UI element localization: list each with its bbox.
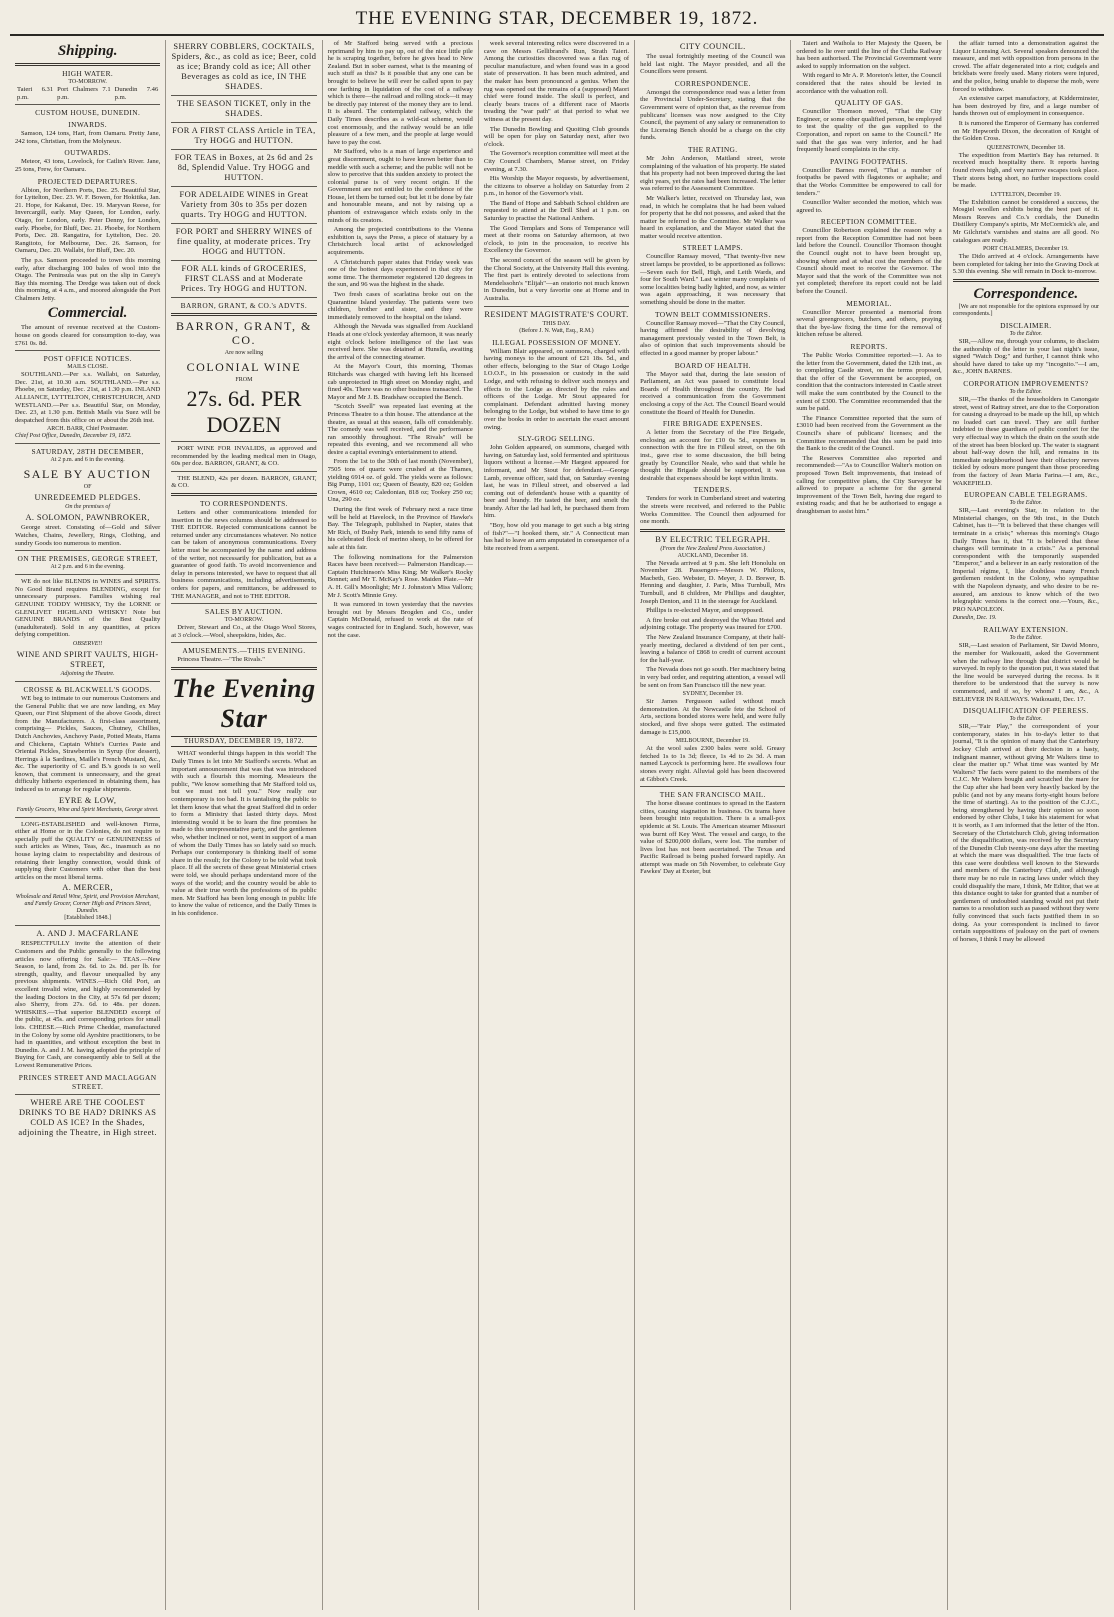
divider — [15, 63, 160, 66]
council-text: Councillor Robertson explained the reason why a report from the Reception Committee had not been laid before the Council. Councillor Thomson thought the Council ought not to have been brought up, showing where and at what cost the members of the Council should meet to receive the Governor. The Mayor said that the work of the Committee was not yet completed; therefore its report could not be laid before the Council. — [796, 227, 942, 296]
outwards-heading: OUTWARDS. — [64, 148, 111, 158]
article-paragraph: It was rumored in town yesterday that the navvies brought out by Messrs Brogden and Co., under Captain McDonald, refused to work at the rate of wages contracted for in England. Such, however, was not the case. — [327, 601, 473, 639]
divider — [171, 297, 316, 298]
correspondence-note: [We are not responsible for the opinions expressed by our correspondents.] — [952, 304, 1099, 318]
article-paragraph: Mr Stafford, who is a man of large experience and great discernment, ought to have known better than to meddle with such a scheme; and the public will not be slow to perceive that this sudden anxiety to protect the colonial purse is of very recent origin. If the Government are not entitled to the confidence of the House, let them be turned out; but let it be done by fair and honourable means, and not by raising up a phantom of extravagance which exists only in the minds of its creators. — [327, 148, 473, 224]
postmaster: ARCH. BARR, Chief Postmaster. — [46, 426, 129, 433]
dateline-port-chalmers: PORT CHALMERS, December 19. — [982, 246, 1069, 253]
divider — [640, 786, 785, 787]
divider — [171, 223, 316, 224]
letter-date: Dunedin, Dec. 19. — [952, 615, 997, 622]
article-paragraph: At the Mayor's Court, this morning, Thomas Ritchards was charged with having left his licensed cab unprotected in High street on Monday night, and fined 40s. There was no other business transacted. The Mayor and Mr J. B. Bradshaw occupied the Bench. — [327, 363, 473, 401]
sherry-ad: SHERRY COBBLERS, COCKTAILS, Spiders, &c., as cold as ice; Beer, cold as ice; Brandy cold as ice; All other Beverages as cold as ice, IN THE SHADES. — [171, 42, 317, 91]
article-paragraph: Two fresh cases of scarlatina broke out on the Quarantine Island yesterday. The patients were two children, brother and sister, and they were immediately removed to the hospital on the island. — [327, 291, 473, 321]
article-paragraph: Among the projected contributions to the Vienna exhibition is, says the Press, a piece of statuary by a Christchurch local artist of acknowledged acquirements. — [327, 226, 473, 257]
column-6 — [791, 40, 947, 1610]
sf-mail-text: The horse disease continues to spread in the Eastern cities, causing stagnation in business. Ox teams have been brought into requisition. There is a small-pox epidemic at St. Louis. The American steamer Missouri was burnt off Key West. The vessel and cargo, to the value of $200,000 dollars, were lost. The number of lives lost has not been ascertained. The Texas and Pacific Railroad is being pushed forward rapidly. An attempt was made on 5th November, to celebrate Guy Fawkes' Day at Exeter, but — [640, 800, 786, 876]
sales-tomorrow: TO-MORROW. — [224, 617, 264, 624]
eyre-sub: Family Grocers, Wine and Spirit Merchants, George street. — [16, 806, 159, 813]
article-paragraph: The Dunedin Bowling and Quoiting Club grounds will be open for play on Saturday next, after two o'clock. — [483, 125, 630, 148]
sales-heading: SALES BY AUCTION. — [205, 607, 283, 617]
council-text: A letter from the Secretary of the Fire Brigade, enclosing an account for £10 0s 5d., expenses in connection with the fire in Filleul street, on the 6th inst., gave rise to some discussion, the bill being greatly by Councillor Neale, who said that while he thought the Brigade should be supported, it was desirable that expenses should be kept within limits. — [640, 429, 786, 482]
council-subheading: CORRESPONDENCE. — [674, 78, 751, 88]
council-subheading: RECEPTION COMMITTEE. — [820, 217, 918, 227]
telegraph-text: Phillips is re-elected Mayor, and unopposed. — [646, 607, 764, 615]
divider — [15, 443, 160, 444]
telegraph-text: At the wool sales 2300 bales were sold. Greasy fetched 1s to 1s 3d; fleece, 1s 4d to 2s 3d. A man named Laycock is performing here. He swallows four stones every night. Alluvial gold has been discovered at Gibbot's Creek. — [640, 745, 786, 783]
article-paragraph: week several interesting relics were discovered in a cave on Messrs Gellibrand's Run, Strath Taieri. Among the curiosities discovered was a flax rug of peculiar manufacture, and when found was in a good state of preservation. It has been much admired, and the maker has been pronounced a genius. When the rug was opened out the remains of a (supposed) Maori chief were found inside. The skull is perfect, and clearly bears traces of a different race of Maoris treading the "war path" at that period to what we witness at the present day. — [483, 40, 630, 123]
council-text: The Finance Committee reported that the sum of £3010 had been received from the Government as the Council's share of publicans' licenses; and the Committee recommended that this sum be paid into the Bank to the credit of the Council. — [796, 414, 942, 453]
council-subheading: TENDERS. — [693, 485, 732, 495]
council-text: The Public Works Committee reported:—1. As to the letter from the Government, dated the 12th inst., as to completing Castle street, on the terms proposed, that the offer of the Government be accepted, on condition that the contractors interested in Castle street will make the sum contributed by the Council to the extent of £300. The Committee recommended that the sum be paid. — [796, 352, 942, 413]
projected-heading: PROJECTED DEPARTURES. — [37, 176, 138, 186]
divider — [15, 550, 160, 551]
pawnbroker-name: A. SOLOMON, PAWNBROKER, — [25, 513, 150, 523]
column-4 — [479, 40, 635, 1610]
dateline-melbourne: MELBOURNE, December 19. — [675, 738, 750, 745]
council-text: Mr John Anderson, Maitland street, wrote complaining of the valuation of his property. He stated that his property had not been improved during the last eight years, yet the rates had been increased. The letter was referred to the Assessment Committee. — [640, 154, 786, 193]
telegraph-text: The New Zealand Insurance Company, at their half-yearly meeting, declared a dividend of ten per cent., leaving a balance of £868 to credit of current account for the half-year. — [640, 634, 786, 664]
article-paragraph: Although the Nevada was signalled from Auckland Heads at one o'clock yesterday afternoon, it was nearly eight o'clock before intelligence of the last was received here. She was detained at Hunsila, awaiting the arrival of the connecting steamer. — [327, 323, 473, 361]
divider — [15, 925, 160, 926]
letter-text: SIR,—"Fair Play," the correspondent of your contemporary, states in his to-day's letter to that journal, "It is the opinion of many that the Canterbury Jockey Club arrived at their decision in a hasty, indignant manner, without giving Mr Walters time to clear the matter up." What time was wanted by Mr Walters? The facts were patent to the members of the C.J.C. Mr Walters bought and scratched the mare for the Cup after she had been very heavily backed by the public (and not by any means forty-eight hours before the time of starting). As to the position of the C.J.C., being strengthened by having their opinion so soon endorsed by other Clubs, I take his statement for what it is worth, as I am informed that the letter of the Hon. Secretary of the Christchurch Club, giving information of the disqualification, was received by the Secretary of the Dunedin Club twenty-one days after the meeting at which the mare was disqualified. The true facts of this case were doubtless well known to the Stewards and members of the Canterbury Club, and although there may be no rule in racing laws under which they could disqualify the mare, I think, Mr Editor, that we at this distance ought to take for granted that a number of gentlemen of undoubted standing would not put their names to a resolution such as passed without they were fully convinced that such facts justified them in so doing. As your correspondent is inclined to favor certain suppositions of jealousy on the part of owners of horses, I think I may be allowed — [952, 723, 1099, 943]
dateline-queenstown: QUEENSTOWN, December 18. — [986, 144, 1065, 151]
evening-star-title: The Evening Star — [172, 673, 316, 733]
adelaide-wines-ad: FOR ADELAIDE WINES in Great Variety from 30s to 35s per dozen quarts. Try HOGG and HUTTON. — [179, 190, 309, 219]
columns — [10, 40, 1104, 1610]
court-case-heading: ILLEGAL POSSESSION OF MONEY. — [492, 337, 621, 347]
court-title: RESIDENT MAGISTRATE'S COURT. — [484, 309, 629, 319]
column-1 — [10, 40, 166, 1610]
article-paragraph: The Governor's reception committee will meet at the City Council Chambers, Manse street, on Friday evening, at 7.30. — [483, 150, 630, 173]
dateline-auckland: AUCKLAND, December 18. — [677, 552, 748, 559]
season-ticket-ad: THE SEASON TICKET, only in the SHADES. — [176, 99, 311, 118]
dateline-sydney: SYDNEY, December 19. — [682, 691, 743, 698]
telegraph-text: A fire broke out and destroyed the Whau Hotel and adjoining cottage. The property was insured for £700. — [640, 616, 786, 632]
letter-heading: DISQUALIFICATION OF PEERESS. — [963, 706, 1089, 716]
to-editor: To the Editor. — [1009, 635, 1042, 642]
barron-title: BARRON, GRANT, & CO. — [176, 319, 312, 347]
council-text: With regard to Mr A. P. Moreton's letter, the Council considered that the rates should be levied in accordance with the valuation roll. — [796, 72, 942, 95]
divider — [15, 104, 160, 105]
divider — [15, 1094, 160, 1095]
council-text: Councillor Ramsay moved—"That the City Council, having affirmed the desirability of devolving management previously vested in the Town Belt, is also of opinion that such improvements should be effected in a good manner by proper labour." — [640, 319, 786, 357]
tea-boxes-ad: FOR TEAS in Boxes, at 2s 6d and 2s 8d, Splendid Value. Try HOGG and HUTTON. — [174, 153, 314, 182]
divider — [171, 122, 316, 123]
tide-table — [15, 86, 160, 101]
wine-price: 27s. 6d. PER DOZEN — [186, 386, 302, 437]
divider — [15, 350, 160, 351]
divider — [640, 529, 785, 532]
divider — [171, 260, 316, 261]
coolest-drinks: WHERE ARE THE COOLEST DRINKS TO BE HAD? DRINKS AS COLD AS ICE? In the Shades, adjoining the Theatre, in High street. — [18, 1097, 157, 1137]
column-5 — [635, 40, 791, 1610]
blends-text: WE do not like BLENDS in WINES and SPIRITS. No Good Brand requires BLENDING, except for unnecessary purposes. Families wishing real GENUINE TODDY WHISKY, Try the LORNE or GLENLIVET HIGHLAND WHISKY! Note but GENUINE BRANDS of the Best Quality (unadulterated). Sold in any quantities, at prices defying competition. — [15, 578, 161, 639]
adjoining-label: Adjoining the Theatre. — [60, 670, 115, 677]
masthead: THE EVENING STAR, DECEMBER 19, 1872. — [10, 6, 1104, 36]
divider — [171, 471, 316, 472]
shipping-note: The p.s. Samson proceeded to town this morning early, after discharging 100 bales of wool into the Otago. The Peninsula was put on the slip in Carey's Bay this morning. The Dredge was taken out of dock this morning, at 4 a.m., and moored alongside the Port Chalmers Jetty. — [15, 256, 161, 302]
shipping-title: Shipping. — [57, 43, 118, 59]
council-text: Taieri and Waihola to Her Majesty the Queen, be ordered to lie over until the line of the Clutha Railway has been authorised. The Provincial Government were asked to supply information on the subject. — [796, 40, 942, 70]
inwards-heading: INWARDS. — [68, 120, 107, 130]
divider — [953, 279, 1099, 282]
telegraph-text: The Nevada does not go south. Her machinery being in very bad order, and requiring attention, a vessel will be sent on from San Francisco till the new year. — [640, 666, 786, 689]
wine-vaults: WINE AND SPIRIT VAULTS, HIGH-STREET, — [16, 649, 159, 669]
star-dateline: THURSDAY, DECEMBER 19, 1872. — [171, 736, 316, 748]
mails-text: SOUTHLAND.—Per s.s. Wallabi, on Saturday, Dec. 21st, at 10.30 a.m. SOUTHLAND.—Per s.s. Phoebe, on Saturday, Dec. 21st, at 1.30 p.m. INLAND ALLIANCE, LYTTELTON, CHRISTCHURCH, AND WESTLAND.—Per s.s. Beautiful Star, on Monday, Dec. 23, at 1.30 p.m. British Mails via Suez will be despatched from this office on or about the 26th inst. — [15, 371, 161, 424]
letter-heading: DISCLAIMER. — [1000, 321, 1052, 331]
council-subheading: TOWN BELT COMMISSIONERS. — [654, 309, 771, 319]
article-paragraph: The Good Templars and Sons of Temperance will meet at their rooms on Saturday afternoon, at two o'clock, to join in the procession, to receive his Excellency the Governor. — [483, 224, 630, 255]
article-paragraph: "Scotch Swell" was repeated last evening at the Princess Theatre to a thin house. The attendance at the theatre, as usual at this season, falls off considerably. The comedy was well received, and the performance ran smoothly throughout. "The Rivals" will be repeated this evening, and we recommend all who desire a capital evening's entertainment to attend. — [327, 403, 473, 456]
article-paragraph: From the 1st to the 30th of last month (November), 7505 tons of quartz were crushed at the Thames, yielding 6914 oz. of gold. The yields were as follows: Big Pump, 1101 oz; Queen of Beauty, 820 oz; Golden Crown, 4610 oz; Caledonian, 818 oz; Tookey 250 oz; Una, 290 oz. — [327, 458, 473, 504]
divider — [171, 493, 316, 496]
council-text: The Reserves Committee also reported and recommended:—"As to Councillor Walter's motion on proposed Town Belt improvements, that instead of calling for competitive plans, the City Surveyor be allowed to prepare a scheme for the general improvement of the Town Belt, having due regard to existing roads; and that he be authorised to engage a draughtsman to assist him." — [796, 454, 942, 515]
article-paragraph: The following nominations for the Palmerston Races have been received:— Palmerston Handicap.—Captain Hutchinson's Miss King; Mr Walker's Rocky Bonnet; and Mr T. McKay's Rose. Maiden Plate.—Mr A. H. Gill's Moonlight; Mr J. Johnston's Miss Vallom; Mr J. Scott's Minnie Grey. — [327, 553, 473, 599]
court-case-heading: SLY-GROG SELLING. — [517, 434, 596, 444]
council-text: Councillor Mercer presented a memorial from several greengrocers, butchers, and others, praying that the bye-law fixing the time for the removal of kitchen refuse be altered. — [796, 308, 942, 339]
tide-cell: Port Chalmers 7.1 p.m. — [57, 86, 111, 101]
high-water-heading: HIGH WATER. — [62, 69, 114, 78]
dateline-lyttelton: LYTTELTON, December 19. — [990, 191, 1062, 198]
article-paragraph: The Band of Hope and Sabbath School children are requested to attend at the Drill Shed at 1 p.m. on Saturday to practise the National Anthem. — [483, 199, 630, 223]
tide-cell: Dunedin 7.46 p.m. — [114, 86, 159, 101]
mercer-name: A. MERCER, — [62, 883, 114, 893]
article-paragraph: A Christchurch paper states that Friday week was one of the hottest days experienced in that city for some time. The thermometer registered 120 degrees in the sun, and 96 was the highest in the shade. — [327, 258, 473, 289]
letter-heading: CORPORATION IMPROVEMENTS? — [963, 379, 1089, 388]
telegraph-text: The Dido arrived at 4 o'clock. Arrangements have been completed for taking her into the Graving Dock at 5.30 this evening. She will remain in Dock to-morrow. — [952, 253, 1099, 276]
divider — [171, 95, 316, 96]
telegraph-text: The Nevada arrived at 9 p.m. She left Honolulu on November 28. Passengers—Messrs W. Philcox, Macbeth, Geo. Webster, D. Meyer, J. D. Brewer, B. Henning and daughter, J. Paris, Miss Turnbull, Mrs Turnbull, and 8 children, Mr Phillips and daughter, Joseph Denton, and 11 in the steerage for Auckland. — [640, 559, 786, 605]
eyre-low: EYRE & LOW, — [58, 795, 117, 805]
to-editor: To the Editor. — [1009, 389, 1042, 395]
telegraph-text: the affair turned into a demonstration against the Liquor Licensing Act. Several speakers denounced the measure, and met with opposition from persons in the crowd. The affair degenerated into a riot; cudgels and brickbats were freely used. Many rioters were injured, and the police, being unable to disperse the mob, were forced to withdraw. — [952, 40, 1099, 93]
princes-street: PRINCES STREET AND MACLAGGAN STREET. — [18, 1072, 157, 1091]
court-text: "Boy, how old you manage to get such a big string of fish?"—"I hooked them, sir." A Connecticut man has had to leave an arm amputated in consequence of a bite received from a serpent. — [483, 522, 630, 552]
letter-text: SIR,—Last evening's Star, in relation to the Ministerial changes, on the 9th inst., in the Dutch Cabinet, has it—"It is believed that these changes will terminate in a crisis;" whereas this morning's Otago Daily Times has it, that "It is believed that these changes will terminate in a crisis." As a personal correspondent with the temporarily suspended "Emperor," and a believer in an early restoration of the Imperial régime, I, like doubtless many French gentlemen resident in the Colony, who sympathise with the Napoleon dynasty, and who desire to be re-assured, am anxious to know which of the two telegraphic versions is the correct one.—Yours, &c., PRO NAPOLEON. — [952, 507, 1099, 613]
telegraph-text: It is rumored the Emperor of Germany has conferred on Mr Hepworth Dixon, the decoration of Knight of the Golden Cross. — [952, 119, 1099, 143]
council-text: Amongst the correspondence read was a letter from the Provincial Under-Secretary, stating that the Government were of opinion that, as the revenue from publicans' licenses was now assigned to the City Council, the payment of any salary or remuneration to the Licensing Bench should be a charge on the city funds. — [640, 88, 786, 142]
colonial-wine: COLONIAL WINE — [186, 360, 302, 374]
telegraph-text: Sir James Fergusson sailed without much demonstration. At the Newcastle fete the School of Arts, sections bonded stores were held, and were fully stocked, and five shops were gutted. The estimated damage is £15,000. — [640, 698, 786, 736]
divider — [171, 149, 316, 150]
amusements-heading: AMUSEMENTS.—THIS EVENING. — [182, 646, 306, 656]
customs-heading: CUSTOM HOUSE, DUNEDIN. — [35, 108, 141, 118]
to-editor: To the Editor. — [1009, 331, 1042, 338]
port-invalids-ad: PORT WINE FOR INVALIDS, as approved and recommended by the leading medical men in Otago, 60s per doz. BARRON, GRANT, & CO. — [171, 445, 317, 468]
council-text: Councillor Ramsay moved, "That twenty-five new street lamps be provided, to be apportioned as follows:—Seven each for Bell, High, and Leith Wards, and four for South Ward." Last winter many complaints of some localities being badly lighted, and now, as winter was again approaching, it was necessary that something should be done in the matter. — [640, 253, 786, 307]
council-text: Mr Walker's letter, received on Thursday last, was read, in which he complains that he had been valued for property that he did not possess, and asked that the matter be referred to the Committee. Mr Walker was heard in explanation, and the Mayor stated that the matter would receive attention. — [640, 194, 786, 240]
macfarlane-text: RESPECTFULLY invite the attention of their Customers and the Public generally to the following articles now offering for Sale:— TEAS.—New Season, to land, from 2s. 6d. to 2s. 8d. per lb. for strength, quality, and flavour unequalled by any previous shipments. WINES.—Rich Old Port, an excellent invalid wine, and highly recommended by the leading Doctors in the City, at 57s 6d per dozen; also Sherry, from 27s. 6d. to 48s. per dozen. WHISKIES.—That superior BLENDED excerpt of the public, at 45s. and corresponding prices for small lots. CHEESE.—Rich Prime Cheddar, manufactured in the Colony by some old Ayrshire practitioners, to be had in quantities, and without exception the best in Dunedin. A. and J. M. having adopted the principle of Buying for Cash, are consequently able to Sell at the Lowest Remunerative Prices. — [15, 940, 161, 1069]
letter-heading: RAILWAY EXTENSION. — [983, 625, 1069, 635]
tide-cell: Taieri 6.31 p.m. — [17, 86, 54, 101]
barron-sub: Are now selling — [224, 350, 264, 356]
council-subheading: MEMORIAL. — [846, 298, 892, 308]
inwards-text: Samson, 124 tons, Hart, from Oamaru. Pretty Jane, 242 tons, Christian, from the Molyneux. — [15, 130, 161, 145]
letter-text: SIR,—The thanks of the householders in Canongate street, west of Rattray street, are due to the Corporation for causing a drayroad to be made up the hill, up which no loaded cart can travel. They are still further indebted to these guardians of public comfort for the very effectual way in which the drain on the south side of the street has been blocked up. The water is stagnant about half-way down the hill, and remains in its immediate neighbourhood have their olfactory nerves tickled by odours more pungent than those proceeding from the factory of Jean Maria Farina.—I am, &c., WAKEFIELD. — [952, 396, 1099, 487]
council-text: The Mayor said that, during the late session of Parliament, an Act was passed to constitute local Boards of Health throughout the country. He had received a communication from the Government enclosing a copy of the Act. The Council Board would constitute the Board of Health for Dunedin. — [640, 370, 786, 416]
telegraph-title: BY ELECTRIC TELEGRAPH. — [655, 534, 771, 544]
amusements-text: Princess Theatre.—"The Rivals." — [177, 656, 265, 664]
divider — [171, 667, 316, 670]
column-3 — [323, 40, 479, 1610]
sale-time: At 2 p.m. and 6 in the evening. — [50, 457, 125, 464]
blend-ad: THE BLEND, 42s per dozen. BARRON, GRANT, & CO. — [171, 474, 317, 490]
divider — [171, 603, 316, 604]
article-paragraph: of Mr Stafford being served with a precious reprimand by him to pay up, out of the nice little pile he is scraping together, before he gives head to New Zealand. But in sober earnest, what is the meaning of such stuff as this? Is it possible that any one can be brought to believe he will ever be called upon to pay one farthing in liquidation of the cost of a railway which is there—the railroad and rolling stock—it may be directly pay interest of the money they are to lend. It is absurd. The contemplated railway, which the Daily Times describes as a wild-cat scheme, would cost enormously, and the railway would be an idle pleasure of a few men, and the people at large would have to pay the cost. — [327, 40, 473, 146]
telegraph-text: An extensive carpet manufactory, at Kidderminster, has been destroyed by fire, and a large number of hands thrown out of employment in consequence. — [952, 95, 1099, 118]
divider — [15, 574, 160, 575]
article-paragraph: During the first week of February next a race time will be held at Havelock, in the Province of Hawke's Bay. The Telegraph, published in Napier, states that Mr Rich, of Bushy Park, intends to send fifty rams of his celebrated flock of merino sheep, to be offered for sale at this fair. — [327, 506, 473, 551]
column-2 — [166, 40, 322, 1610]
divider — [484, 306, 629, 307]
sale-title: SALE BY AUCTION — [23, 467, 152, 482]
sale-of: OF — [83, 484, 92, 491]
divider — [171, 186, 316, 187]
letter-text: SIR,—Last session of Parliament, Sir David Monro, the member for Waikouaiti, asked the Government when the railway line through that district would be surveyed. In reply to the question put, it was stated that the line would be surveyed during the recess. Is it therefore to be understood that the survey is now commenced, and if so, by whom? I am, &c., A BELIEVER IN RAILWAYS. Waikouaiti, Dec. 17. — [952, 642, 1099, 703]
telegraph-sub: (From the New Zealand Press Association.) — [660, 545, 766, 552]
sale-subject: UNREDEEMED PLEDGES. — [34, 493, 141, 503]
premises-title: ON THE PREMISES, GEORGE STREET, — [17, 554, 158, 564]
council-text: Councillor Walter seconded the motion, which was agreed to. — [796, 199, 942, 214]
crosse-text: WE beg to intimate to our numerous Customers and the General Public that we are now landing, ex May Queen, our First Shipment of the above Goods, direct from the Manufacturers. A first-class assortment, comprising— Pickles, Sauces, Chutney, Chillies, Dutch Anchovies, Anchovy Paste, Potted Meats, Hams and Chickens, Captain White's Curries Paste and Oriental Pickles, Strawberries in Syrup (for dessert), Herrings à la Sardines, Maille's French Mustard, &c., &c. The superiority of C. and B.'s goods is so well known, that comment is unnecessary, and the great difficulty hitherto experienced in obtaining them, has induced us to arrange for regular shipments. — [15, 694, 161, 794]
divider — [171, 313, 316, 316]
council-subheading: FIRE BRIGADE EXPENSES. — [662, 419, 763, 429]
sale-date: SATURDAY, 28TH DECEMBER, — [31, 447, 144, 457]
council-subheading: PAVING FOOTPATHS. — [830, 156, 909, 166]
council-subheading: REPORTS. — [850, 342, 888, 351]
tomorrow-label: TO-MORROW. — [68, 79, 107, 85]
commercial-text: The amount of revenue received at the Custom-house on goods cleared for consumption to-day, was £761 0s. 8d. — [15, 324, 161, 347]
court-before: (Before J. N. Watt, Esq., R.M.) — [519, 327, 594, 334]
council-intro: The usual fortnightly meeting of the Council was held last night. The Mayor presided, and all the Councillors were present. — [640, 53, 786, 76]
divider — [15, 817, 160, 818]
telegraph-text: The Exhibition cannot be considered a success, the Mosgiel woollen exhibits being the best part of it. Messrs Reeves and Co.'s cordials, the Dunedin Distillery Company's spirits, Mr McCormick's ale, and Mr Gilchrist's varnishes and stains are all good. No catalogues are ready. — [952, 198, 1099, 244]
council-text: Tenders for work in Cumberland street and watering the streets were received, and referred to the Public Works Committee. The Council then adjourned for one month. — [640, 495, 786, 526]
telegraph-text: The expedition from Martin's Bay has returned. It received much hospitality there. It reports having found rivers high, and very narrow escapes took place. Their stores being short, no further inspections could be made. — [952, 151, 1099, 190]
from-label: FROM — [235, 377, 253, 383]
established-label: [Established 1848.] — [64, 915, 111, 922]
commercial-title: Commercial. — [47, 305, 128, 322]
council-text: Councillor Thomson moved, "That the City Engineer, or some other qualified person, be employed to test the quality of the gas supplied to the Corporation, and report on same to the Council." He said that the gas was very inferior, and he had frequently heard complaints in the city. — [796, 108, 942, 154]
outwards-text: Meteor, 43 tons, Lovelock, for Catlin's River. Jane, 25 tons, Frew, for Oamaru. — [15, 158, 161, 173]
court-text: William Blair appeared, on summons, charged with having moneys to the amount of £21 18s. 5d., and other effects, belonging to the Star of Otago Lodge I.O.O.F., in his possession or custody in the said Lodge, and with refusing to deliver such moneys and effects to the Lodge as directed by the rules and officers of the Lodge. Mr Stout appeared for complainant. Defendant admitted having money belonging to the Lodge, but wished to have time to go over the books in order to ascertain the exact amount owing. — [483, 347, 630, 431]
column-7 — [948, 40, 1104, 1610]
council-subheading: THE RATING. — [687, 144, 738, 154]
sales-text: Driver, Stewart and Co., at the Otago Wool Stores, at 3 o'clock.—Wool, sheepskins, hides, &c. — [171, 624, 317, 639]
council-subheading: STREET LAMPS. — [682, 243, 744, 253]
sf-mail-title: THE SAN FRANCISCO MAIL. — [659, 790, 766, 800]
tea-ad: FOR A FIRST CLASS Article in TEA, Try HOGG and HUTTON. — [172, 126, 316, 145]
groceries-ad: FOR ALL kinds of GROCERIES, FIRST CLASS and at Moderate Prices. Try HOGG and HUTTON. — [180, 264, 308, 293]
to-editor: To the Editor. — [1009, 500, 1042, 507]
council-subheading: BOARD OF HEALTH. — [674, 360, 751, 370]
barron-adverts: BARRON, GRANT, & CO.'s ADVTS. — [180, 301, 308, 310]
port-sherry-ad: FOR PORT and SHERRY WINES of fine quality, at moderate prices. Try HOGG and HUTTON. — [175, 227, 313, 256]
correspondents-heading: TO CORRESPONDENTS. — [199, 498, 288, 508]
sale-text: George street. Consisting of—Gold and Silver Watches, Chains, Jewellery, Rings, Clothing, and sundry Goods too numerous to mention. — [15, 524, 161, 547]
council-text: Councillor Barnes moved, "That a number of footpaths be paved with flagstones or asphalte; and that the Works Committee be empowered to call for tenders." — [796, 166, 942, 197]
article-paragraph: His Worship the Mayor requests, by advertisement, the citizens to observe a holiday on Saturday from 2 p.m., in honor of the Governor's visit. — [483, 175, 630, 198]
observe-label: OBSERVE!! — [72, 640, 103, 647]
sale-premises: On the premises of — [65, 504, 111, 511]
correspondence-title: Correspondence. — [973, 286, 1079, 303]
letter-heading: EUROPEAN CABLE TELEGRAMS. — [964, 490, 1088, 500]
po-date: Chief Post Office, Dunedin, December 19, 1872. — [15, 433, 132, 440]
divider — [15, 681, 160, 682]
crosse-title: CROSSE & BLACKWELL'S GOODS. — [23, 684, 152, 694]
court-text: John Golden appeared, on summons, charged with having, on Saturday last, sold fermented and spirituous liquors without a license.—Mr Hargest appeared for informant, and Mr Stout for defendant.—George Lamb, revenue officer, said that, on Saturday evening last, he was in Filleul street, and observed a lad coming out of defendant's house with a quantity of beer and brandy. He tasted the beer, and smelt the brandy. After the lad had left, he purchased them from him. — [483, 444, 630, 520]
council-subheading: QUALITY OF GAS. — [834, 98, 904, 108]
divider — [171, 441, 316, 442]
letter-text: SIR,—Allow me, through your columns, to disclaim the authorship of the letter in your last night's issue, signed "Watch Dog;" and further, I cannot think who should have dared to take up my "incognito."—I am, &c., JOHN BARNES. — [952, 338, 1099, 376]
mails-close-label: MAILS CLOSE. — [67, 364, 108, 371]
council-title: CITY COUNCIL. — [679, 42, 746, 51]
article-paragraph: The second concert of the season will be given by the Choral Society, at the University Hall this evening. The first part is entirely devoted to selections from Mendelssohn's "Elijah"—an oratorio not much known in Dunedin, but a very favorite one at Home and in Australia. — [483, 257, 630, 302]
divider — [171, 642, 316, 643]
projected-text: Albion, for Northern Ports, Dec. 25. Beautiful Star, for Lyttelton, Dec. 23. W. F. Bowen, for Hokitika, Jan. 21. Hope, for Kakanui, Dec. 19. Maryvan Reese, for Invercargill, early. May Queen, for London, early. Otago, for London, early. Peter Denny, for London, early. Phoebe, for Bluff, Dec. 21. Phoebe, for Northern Ports, Dec. 28. Rangatira, for Lyttelton, Dec. 20. Rangitoto, for Melbourne, Dec. 26. Samson, for Oamaru, Dec. 20. Wallabi, for Bluff, Dec. 20. — [15, 186, 161, 255]
editorial-text: WHAT wonderful things happen in this world! The Daily Times is let into Mr Stafford's secrets. What an important announcement that was that was introduced with such a flourish this morning. Messieurs the public, "We know something that Mr Stafford told us, but we must not tell you." Now really our contemporary is too bad. It is tantalising the public to let them know that what the great Stafford did in order to form a Ministry that lasted thirty days. Most interesting would it be to learn the fine promises he made to this unrepresentative party, and the gentlemen who, whether inclined or not, went in support of a man of whom the Daily Times has so lately said so much. Perhaps our contemporary is thinking itself of some share in the result; for the Colony to be told what took place. If all the secrets of these great Ministerial crises were told, we should perhaps understand more of the ways of the world; and the country would be able to value at their true worth the professions of its public men. Mr Stafford has been long enough in public life to know the value of reticence, and the Daily Times is in his confidence. — [171, 750, 317, 917]
court-day: THIS DAY. — [542, 320, 571, 327]
post-office-heading: POST OFFICE NOTICES. — [43, 354, 132, 364]
mercer-text: LONG-ESTABLISHED and well-known Firms, either at Home or in the Colonies, do not require to specially puff the QUALITY or GENUINENESS of such articles as Wines, Teas, &c., inasmuch as no house laying claim to respectability and desirous of retaining their lengthy connection, would think of supplying their Customers with other than the best articles on the most liberal terms. — [15, 820, 161, 881]
mercer-sub: Wholesale and Retail Wine, Spirit, and Provision Merchant, and Family Grocer, Corner High and Princes Street, Dunedin. — [15, 894, 160, 915]
premises-time: At 2 p.m. and 6 in the evening. — [50, 564, 125, 571]
macfarlane-title: A. AND J. MACFARLANE — [36, 929, 139, 939]
to-editor: To the Editor. — [1009, 716, 1042, 723]
correspondents-text: Letters and other communications intended for insertion in the news columns should be addressed to THE EDITOR. Rejected communications cannot be returned under any circumstances whatever. No notice can be taken of anonymous communications. Every letter must be accompanied by the name and address of the writer, not necessarily for publication, but as a guarantee of good faith. To avoid inconvenience and delay in persons interested, we have to request that all business communications, including advertisements, orders for papers, and remittances, be addressed to THE MANAGER, and not to THE EDITOR. — [171, 508, 317, 600]
